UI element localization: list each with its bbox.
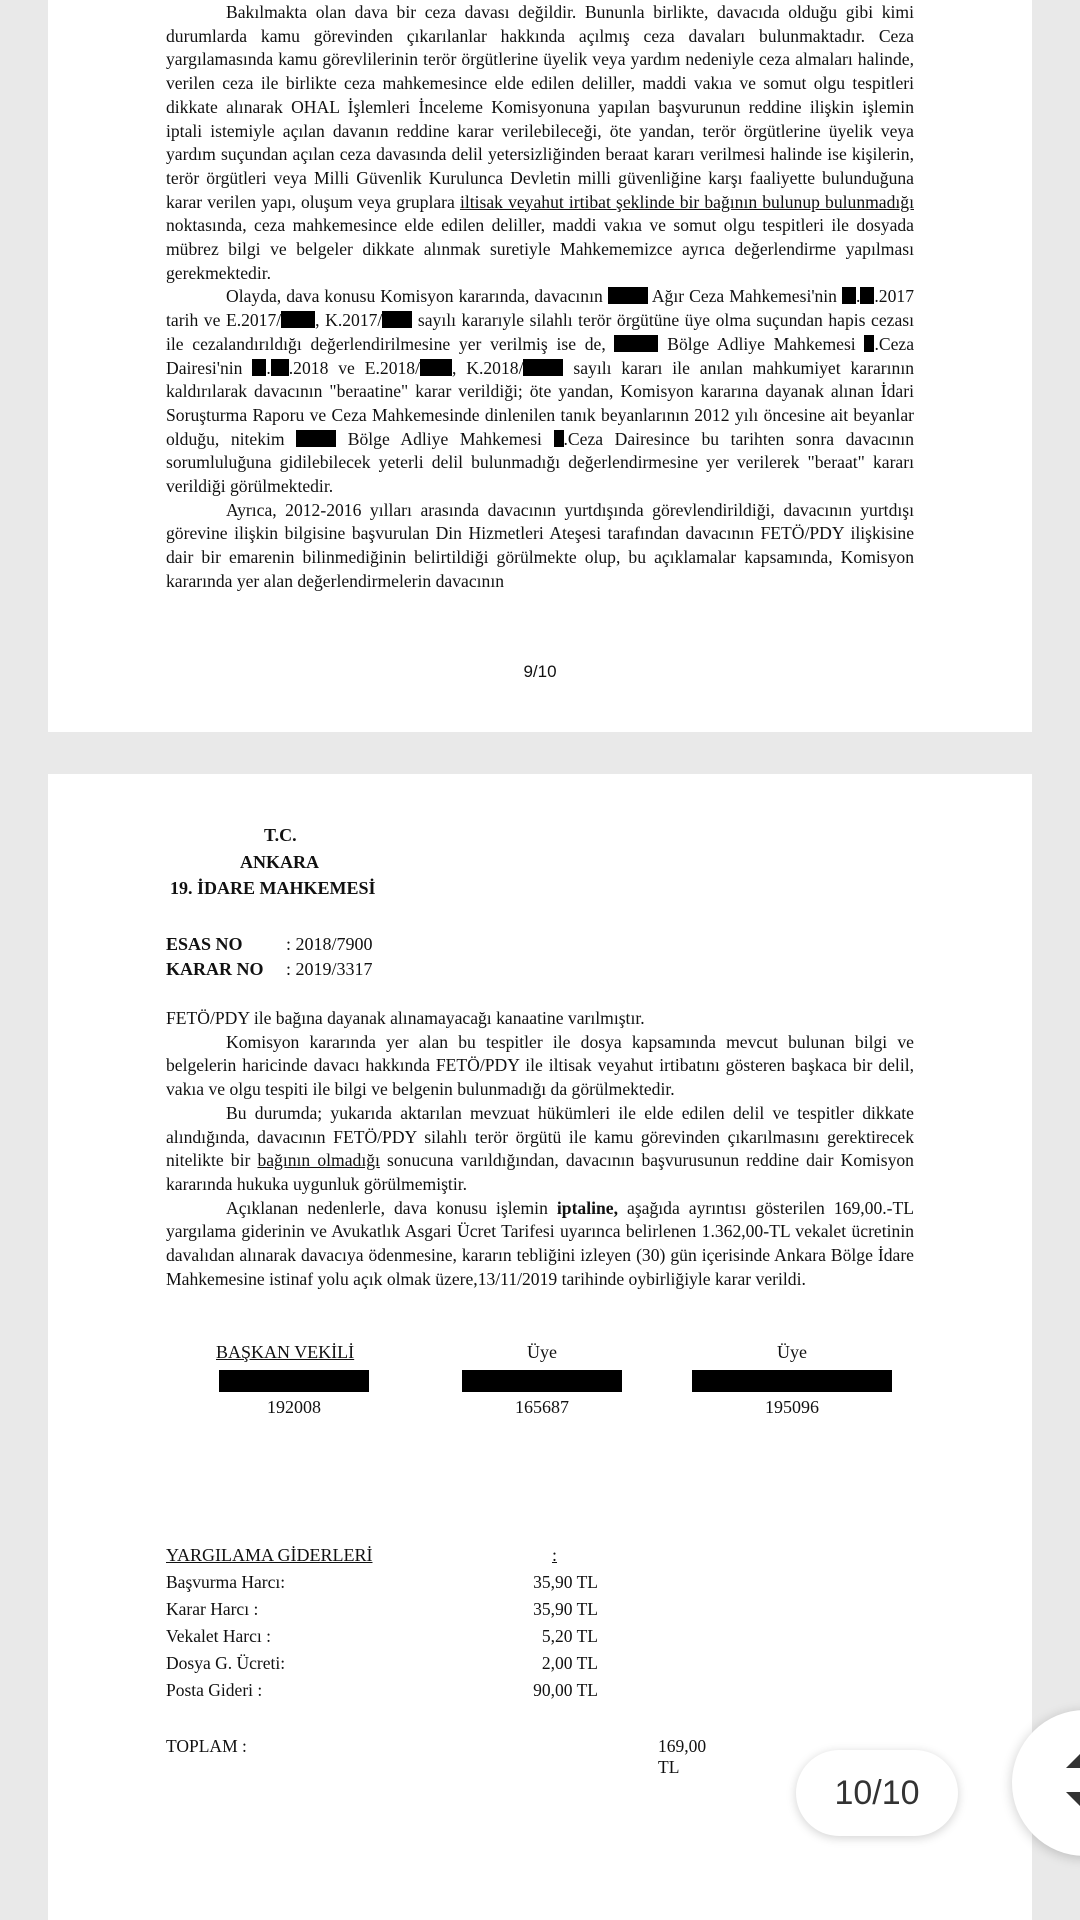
document-page-9: [48, 0, 1032, 732]
underlined-phrase: iltisak veyahut irtibat şeklinde bir bağının bulunup bulunmadığı: [459, 191, 914, 212]
redaction-box: [462, 1370, 622, 1392]
document-page-10: [48, 774, 1032, 1920]
cost-row: Dosya G. Ücreti: 2,00 TL: [166, 1653, 598, 1673]
redaction-box: [523, 359, 563, 376]
page10-paragraph-2: Bu durumda; yukarıda aktarılan mevzuat hükümleri ile elde edilen delil ve tespitler dikkate alındığında, davacının FETÖ/PDY silahlı terör örgütü ile kamu görevinden çıkarılmasını gerektirecek nitelikte bir bağının olmadığı sonucuna varıldığından, davacının başvurusunun reddine dair Komisyon kararında hukuka uygunluk görülmemiştir.: [166, 1102, 914, 1194]
redaction-box: [271, 359, 289, 376]
bold-phrase: iptaline,: [556, 1197, 618, 1218]
redaction-box: [382, 311, 412, 328]
header-city: ANKARA: [240, 852, 319, 872]
redaction-box: [860, 287, 874, 304]
signature-title: BAŞKAN VEKİLİ: [216, 1342, 355, 1362]
signature-block-member-1: [460, 1342, 624, 1419]
redaction-box: [252, 359, 266, 376]
page10-line-1: FETÖ/PDY ile bağına dayanak alınamayacağı kanaatine varılmıştır.: [166, 1008, 645, 1028]
signature-block-president: [216, 1342, 372, 1419]
header-tc: T.C.: [264, 825, 297, 845]
signature-number: 195096: [765, 1397, 819, 1417]
page-number: 9/10: [523, 662, 557, 681]
redaction-box: [554, 430, 564, 447]
cost-row: Vekalet Harcı : 5,20 TL: [166, 1626, 598, 1646]
cost-row: Posta Gideri : 90,00 TL: [166, 1680, 598, 1700]
cost-row: Karar Harcı : 35,90 TL: [166, 1599, 598, 1619]
redaction-box: [614, 335, 658, 352]
page-indicator[interactable]: 10/10: [796, 1750, 958, 1836]
page9-paragraph-3: Ayrıca, 2012-2016 yılları arasında davacının yurtdışında görevlendirildiği, davacının yurtdışı görevine ilişkin bilgisine başvurulan Din Hizmetleri Ateşesi tarafından davacının FETÖ/PDY ilişkisine dair bir emarenin bilinmediğinin belirtildiği görülmekte olup, bu açıklamalar kapsamında, Komisyon kararında yer alan değerlendirmelerin davacının: [166, 499, 914, 591]
redaction-box: [219, 1370, 369, 1392]
signature-title: Üye: [527, 1342, 557, 1362]
underlined-phrase: bağının olmadığı: [257, 1150, 380, 1171]
page10-paragraph-3: Açıklanan nedenlerle, dava konusu işlemin iptaline, aşağıda ayrıntısı gösterilen 169,00.-TL yargılama giderinin ve Avukatlık Asgari Ücret Tarifesi uyarınca belirlenen 1.362,00-TL vekalet ücretinin davalıdan alınarak davacıya ödenmesine, kararın tebliğini izleyen (30) gün içerisinde Ankara Bölge İdare Mahkemesine istinaf yolu açık olmak üzere,13/11/2019 tarihinde oybirliğiyle karar verildi.: [166, 1197, 914, 1289]
redaction-box: [692, 1370, 892, 1392]
cost-row: Başvurma Harcı: 35,90 TL: [166, 1572, 598, 1592]
signature-number: 165687: [515, 1397, 569, 1417]
page10-body: [166, 1007, 914, 1291]
costs-title: YARGILAMA GİDERLERİ: [166, 1545, 373, 1565]
costs-colon: :: [552, 1545, 558, 1565]
redaction-box: [281, 311, 315, 328]
redaction-box: [608, 287, 648, 304]
page9-body: [166, 1, 914, 594]
esas-no: ESAS NO : 2018/7900: [166, 934, 373, 954]
page9-paragraph-2: Olayda, dava konusu Komisyon kararında, davacının Ağır Ceza Mahkemesi'nin . .2017 tarih ve E.2017/ , K.2017/ sayılı kararıyle silahlı terör örgütüne üye olma suçundan hapis cezası ile cezalandırıldığı değerlendirilmesine yer verilmiş ise de, Bölge Adliye Mahkemesi .Ceza Dairesi'nin . .2018 ve E.2018/ , K.2018/ sayılı kararı ile anılan mahkumiyet kararının kaldırılarak davacının "beraatine" karar verildiği; öte yandan, Komisyon kararına dayanak alınan İdari Soruşturma Raporu ve Ceza Mahkemesinde dinlenilen tanık beyanlarının 2012 yılı öncesine ait beyanlar olduğu, nitekim Bölge Adliye Mahkemesi .Ceza Dairesince bu tarihten sonra davacının sorumluluğuna gidilebilecek yeterli delil bulunmadığı değerlendirmesine yer verilerek "beraat" kararı verildiği görülmektedir.: [166, 286, 915, 497]
arrow-up-icon: [1066, 1754, 1080, 1768]
signature-number: 192008: [267, 1397, 321, 1417]
signature-block-member-2: [692, 1342, 892, 1419]
redaction-box: [296, 430, 336, 447]
redaction-box: [420, 359, 452, 376]
page10-paragraph-1: Komisyon kararında yer alan bu tespitler ile dosya kapsamında mevcut bulunan bilgi ve belgelerin haricinde davacı hakkında FETÖ/PDY ile iltisak veyahut irtibatını gösteren başkaca bir delil, vakıa ve olgu tespiti ile bilgi ve belgenin bulunmadığı da görülmektedir.: [166, 1031, 914, 1100]
redaction-box: [864, 335, 874, 352]
karar-no: KARAR NO : 2019/3317: [166, 959, 373, 979]
page9-paragraph-1: Bakılmakta olan dava bir ceza davası değildir. Bununla birlikte, davacıda olduğu gibi kimi durumlarda kamu görevinden çıkarılanlar hakkında açılmış ceza davaları bulunmaktadır. Ceza yargılamasında kamu görevlilerinin terör örgütlerine üyelik veya yardım nedeniyle ceza almaları halinde, verilen ceza ile birlikte ceza mahkemesince elde edilen deliller, maddi vakıa ve somut olgu tespitleri dikkate alınarak OHAL İşlemleri İnceleme Komisyonuna yapılan başvurunun reddine ilişkin işlemin iptali istemiyle açılan davanın reddine karar verilebileceği, öte yandan, terör örgütlerine üyelik veya yardım suçundan açılan ceza davasında delil yetersizliğinden beraat kararı verilmesi halinde ise kişilerin, terör örgütleri veya Milli Güvenlik Kurulunca Devletin milli güvenliğine karşı faaliyette bulunduğuna karar verilen yapı, oluşum veya gruplara iltisak veyahut irtibat şeklinde bir bağının bulunup bulunmadığı noktasında, ceza mahkemesince elde edilen deliller, maddi vakıa ve somut olgu tespitleri ile dosyada mübrez bilgi ve belgeler dikkate alınmak suretiyle Mahkememizce ayrıca değerlendirme yapılması gerekmektedir.: [166, 2, 914, 283]
redaction-box: [842, 287, 856, 304]
total-row: TOPLAM : 169,00 TL: [166, 1736, 707, 1777]
header-court: 19. İDARE MAHKEMESİ: [170, 878, 376, 898]
arrow-down-icon: [1066, 1792, 1080, 1806]
signature-title: Üye: [777, 1342, 807, 1362]
